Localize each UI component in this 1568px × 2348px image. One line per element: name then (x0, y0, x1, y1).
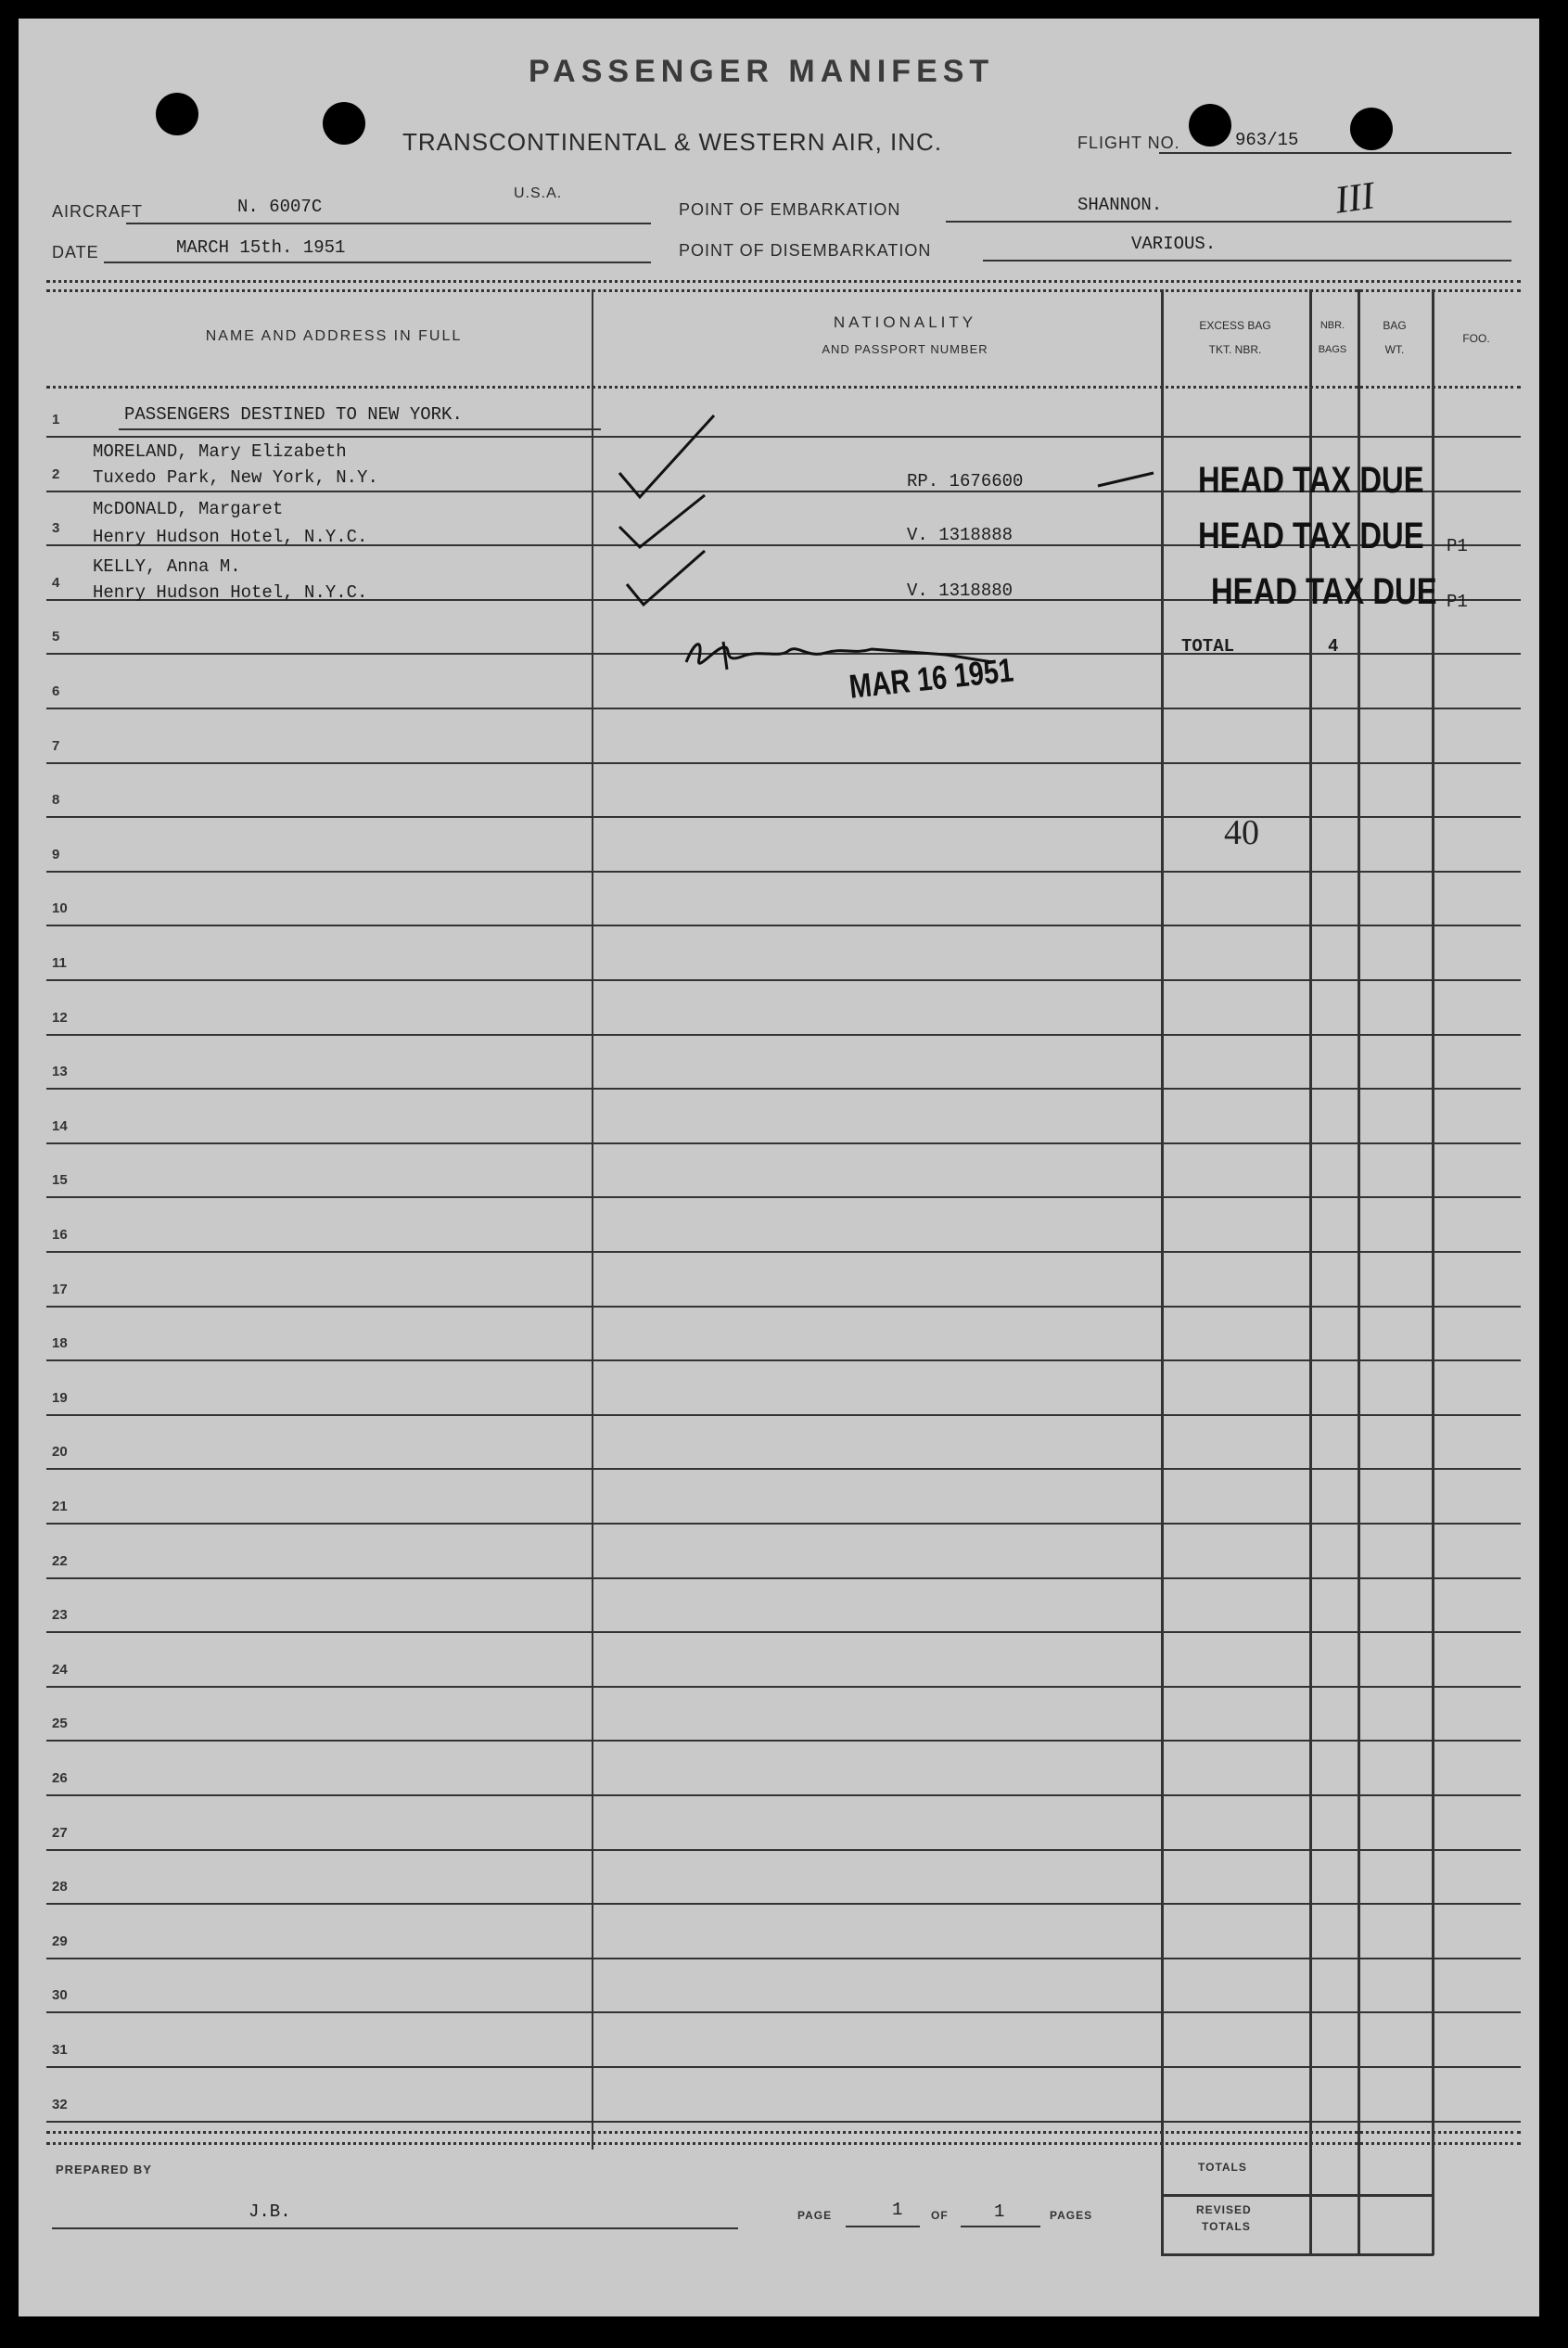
table-row-line (46, 1306, 1521, 1308)
of-label: OF (931, 2209, 949, 2222)
table-row-line (46, 436, 1521, 438)
page-label: PAGE (797, 2209, 833, 2222)
row-number: 23 (52, 1607, 68, 1624)
flight-underline (1159, 152, 1511, 154)
row-number: 32 (52, 2096, 68, 2112)
row-number: 20 (52, 1444, 68, 1461)
row-number: 8 (52, 792, 60, 809)
passenger-1-name: MORELAND, Mary Elizabeth (93, 441, 347, 462)
disembark-underline (983, 260, 1511, 262)
prepared-by-value: J.B. (249, 2201, 291, 2222)
table-row-line (46, 1577, 1521, 1579)
table-row-line (46, 762, 1521, 764)
table-row-line (46, 871, 1521, 873)
row-number: 27 (52, 1824, 68, 1841)
row-number: 15 (52, 1172, 68, 1189)
embark-value: SHANNON. (1077, 195, 1163, 215)
col-passport-header: AND PASSPORT NUMBER (822, 342, 988, 356)
row-number: 10 (52, 900, 68, 917)
row-number: 1 (52, 412, 60, 427)
row-number: 21 (52, 1499, 68, 1514)
aircraft-value: N. 6007C (237, 197, 323, 217)
embark-label: POINT OF EMBARKATION (679, 200, 901, 219)
col-excess-header-1: EXCESS BAG (1199, 319, 1271, 332)
col-divider-excess (1161, 289, 1164, 2255)
row-number: 29 (52, 1933, 68, 1949)
aircraft-underline (126, 223, 651, 224)
passenger-3-name: KELLY, Anna M. (93, 556, 241, 577)
dash-mark-icon (1094, 466, 1159, 493)
col-divider-name (592, 289, 593, 2150)
row-number: 3 (52, 520, 60, 537)
country-label: U.S.A. (514, 185, 563, 201)
document-title: PASSENGER MANIFEST (529, 54, 995, 89)
row-number: 22 (52, 1552, 68, 1569)
disembark-label: POINT OF DISEMBARKATION (679, 241, 932, 260)
col-wt-header-2: WT. (1384, 343, 1405, 356)
roman-mark: III (1332, 174, 1377, 223)
flight-label: FLIGHT NO. (1077, 134, 1180, 152)
table-header-rule (46, 386, 1521, 389)
table-row-line (46, 816, 1521, 818)
table-row-line (46, 1631, 1521, 1633)
passenger-2-foo: P1 (1447, 536, 1468, 556)
row-number: 13 (52, 1064, 68, 1080)
received-date-stamp: MAR 16 1951 (847, 650, 1015, 706)
airline-name: TRANSCONTINENTAL & WESTERN AIR, INC. (402, 128, 943, 156)
prepared-by-label: PREPARED BY (56, 2163, 152, 2176)
totals-divider (1161, 2194, 1434, 2197)
table-row-line (46, 925, 1521, 926)
col-excess-header-2: TKT. NBR. (1208, 343, 1262, 356)
col-wt-header-1: BAG (1383, 319, 1407, 332)
of-underline (961, 2226, 1040, 2227)
page-value: 1 (892, 2200, 903, 2220)
of-value: 1 (994, 2201, 1005, 2222)
row-number: 4 (52, 574, 60, 591)
passenger-3-passport: V. 1318880 (907, 581, 1013, 601)
head-tax-stamp-2: HEAD TAX DUE (1198, 516, 1424, 556)
punch-hole (1350, 108, 1393, 150)
row-number: 9 (52, 846, 60, 862)
row-number: 11 (52, 955, 67, 971)
date-underline (104, 262, 651, 263)
row-number: 7 (52, 737, 60, 754)
row-number: 18 (52, 1335, 68, 1352)
table-row-line (46, 1794, 1521, 1796)
passenger-2-passport: V. 1318888 (907, 525, 1013, 545)
table-row-line (46, 1849, 1521, 1851)
col-nationality-header: NATIONALITY (833, 313, 977, 331)
row-number: 16 (52, 1227, 68, 1243)
passenger-1-passport: RP. 1676600 (907, 471, 1024, 491)
passenger-3-foo: P1 (1447, 592, 1468, 612)
row-number: 12 (52, 1009, 68, 1026)
totals-box-bottom (1161, 2253, 1434, 2256)
totals-label: TOTALS (1198, 2161, 1247, 2174)
table-row-line (46, 1359, 1521, 1361)
flight-number: 963/15 (1235, 130, 1299, 150)
table-row-line (46, 2011, 1521, 2013)
row-number: 17 (52, 1281, 68, 1297)
row-number: 31 (52, 2042, 68, 2058)
table-row-line (46, 708, 1521, 709)
table-row-line (46, 2121, 1521, 2123)
footer-rule-bottom (46, 2142, 1521, 2145)
table-row-line (46, 1142, 1521, 1144)
table-row-line (46, 1958, 1521, 1959)
head-tax-stamp-1: HEAD TAX DUE (1198, 460, 1424, 501)
table-row-line (46, 1903, 1521, 1905)
passenger-3-address: Henry Hudson Hotel, N.Y.C. (93, 582, 368, 603)
total-label: TOTAL (1181, 636, 1235, 657)
row-number: 6 (52, 683, 60, 699)
table-row-line (46, 979, 1521, 981)
destination-heading: PASSENGERS DESTINED TO NEW YORK. (124, 404, 463, 425)
embark-underline (946, 221, 1511, 223)
punch-hole (323, 102, 365, 145)
row-number: 24 (52, 1661, 68, 1678)
prepared-by-underline (52, 2227, 738, 2229)
row-number: 14 (52, 1117, 68, 1134)
head-tax-stamp-3: HEAD TAX DUE (1211, 571, 1437, 612)
col-nbr-header-2: BAGS (1318, 344, 1347, 355)
row-number: 19 (52, 1389, 68, 1406)
disembark-value: VARIOUS. (1131, 234, 1217, 254)
table-row-line (46, 1414, 1521, 1416)
passenger-2-name: McDONALD, Margaret (93, 499, 284, 519)
totals-box-left (1161, 2142, 1164, 2255)
punch-hole (1189, 104, 1231, 147)
row-number: 5 (52, 629, 60, 645)
page-underline (846, 2226, 920, 2227)
handwritten-40: 40 (1224, 813, 1259, 852)
manifest-sheet (19, 19, 1539, 2316)
table-row-line (46, 1088, 1521, 1090)
row-number: 25 (52, 1716, 68, 1732)
date-value: MARCH 15th. 1951 (176, 237, 346, 258)
checkmark-icon (621, 547, 714, 612)
destination-heading-underline (119, 428, 601, 430)
table-row-line (46, 1251, 1521, 1253)
table-row-line (46, 1523, 1521, 1525)
table-row-line (46, 1196, 1521, 1198)
row-number: 2 (52, 466, 60, 482)
passenger-1-address: Tuxedo Park, New York, N.Y. (93, 467, 378, 488)
col-foo-header: FOO. (1462, 332, 1490, 345)
revised-totals-label-2: TOTALS (1202, 2220, 1251, 2233)
total-value: 4 (1328, 636, 1339, 657)
row-number: 30 (52, 1987, 68, 2004)
table-row-line (46, 1468, 1521, 1470)
col-name-header: NAME AND ADDRESS IN FULL (205, 328, 463, 344)
revised-totals-label-1: REVISED (1196, 2203, 1252, 2216)
header-rule-top (46, 280, 1521, 283)
table-row-line (46, 1034, 1521, 1036)
table-row-line (46, 2066, 1521, 2068)
punch-hole (156, 93, 198, 135)
aircraft-label: AIRCRAFT (52, 202, 143, 221)
table-row-line (46, 1740, 1521, 1742)
pages-label: PAGES (1050, 2209, 1093, 2222)
row-number: 26 (52, 1770, 68, 1786)
col-nbr-header-1: NBR. (1319, 320, 1345, 331)
date-label: DATE (52, 243, 99, 262)
header-rule-bottom (46, 289, 1521, 292)
passenger-2-address: Henry Hudson Hotel, N.Y.C. (93, 527, 368, 547)
table-row-line (46, 1686, 1521, 1688)
row-number: 28 (52, 1879, 68, 1895)
footer-rule-top (46, 2131, 1521, 2134)
